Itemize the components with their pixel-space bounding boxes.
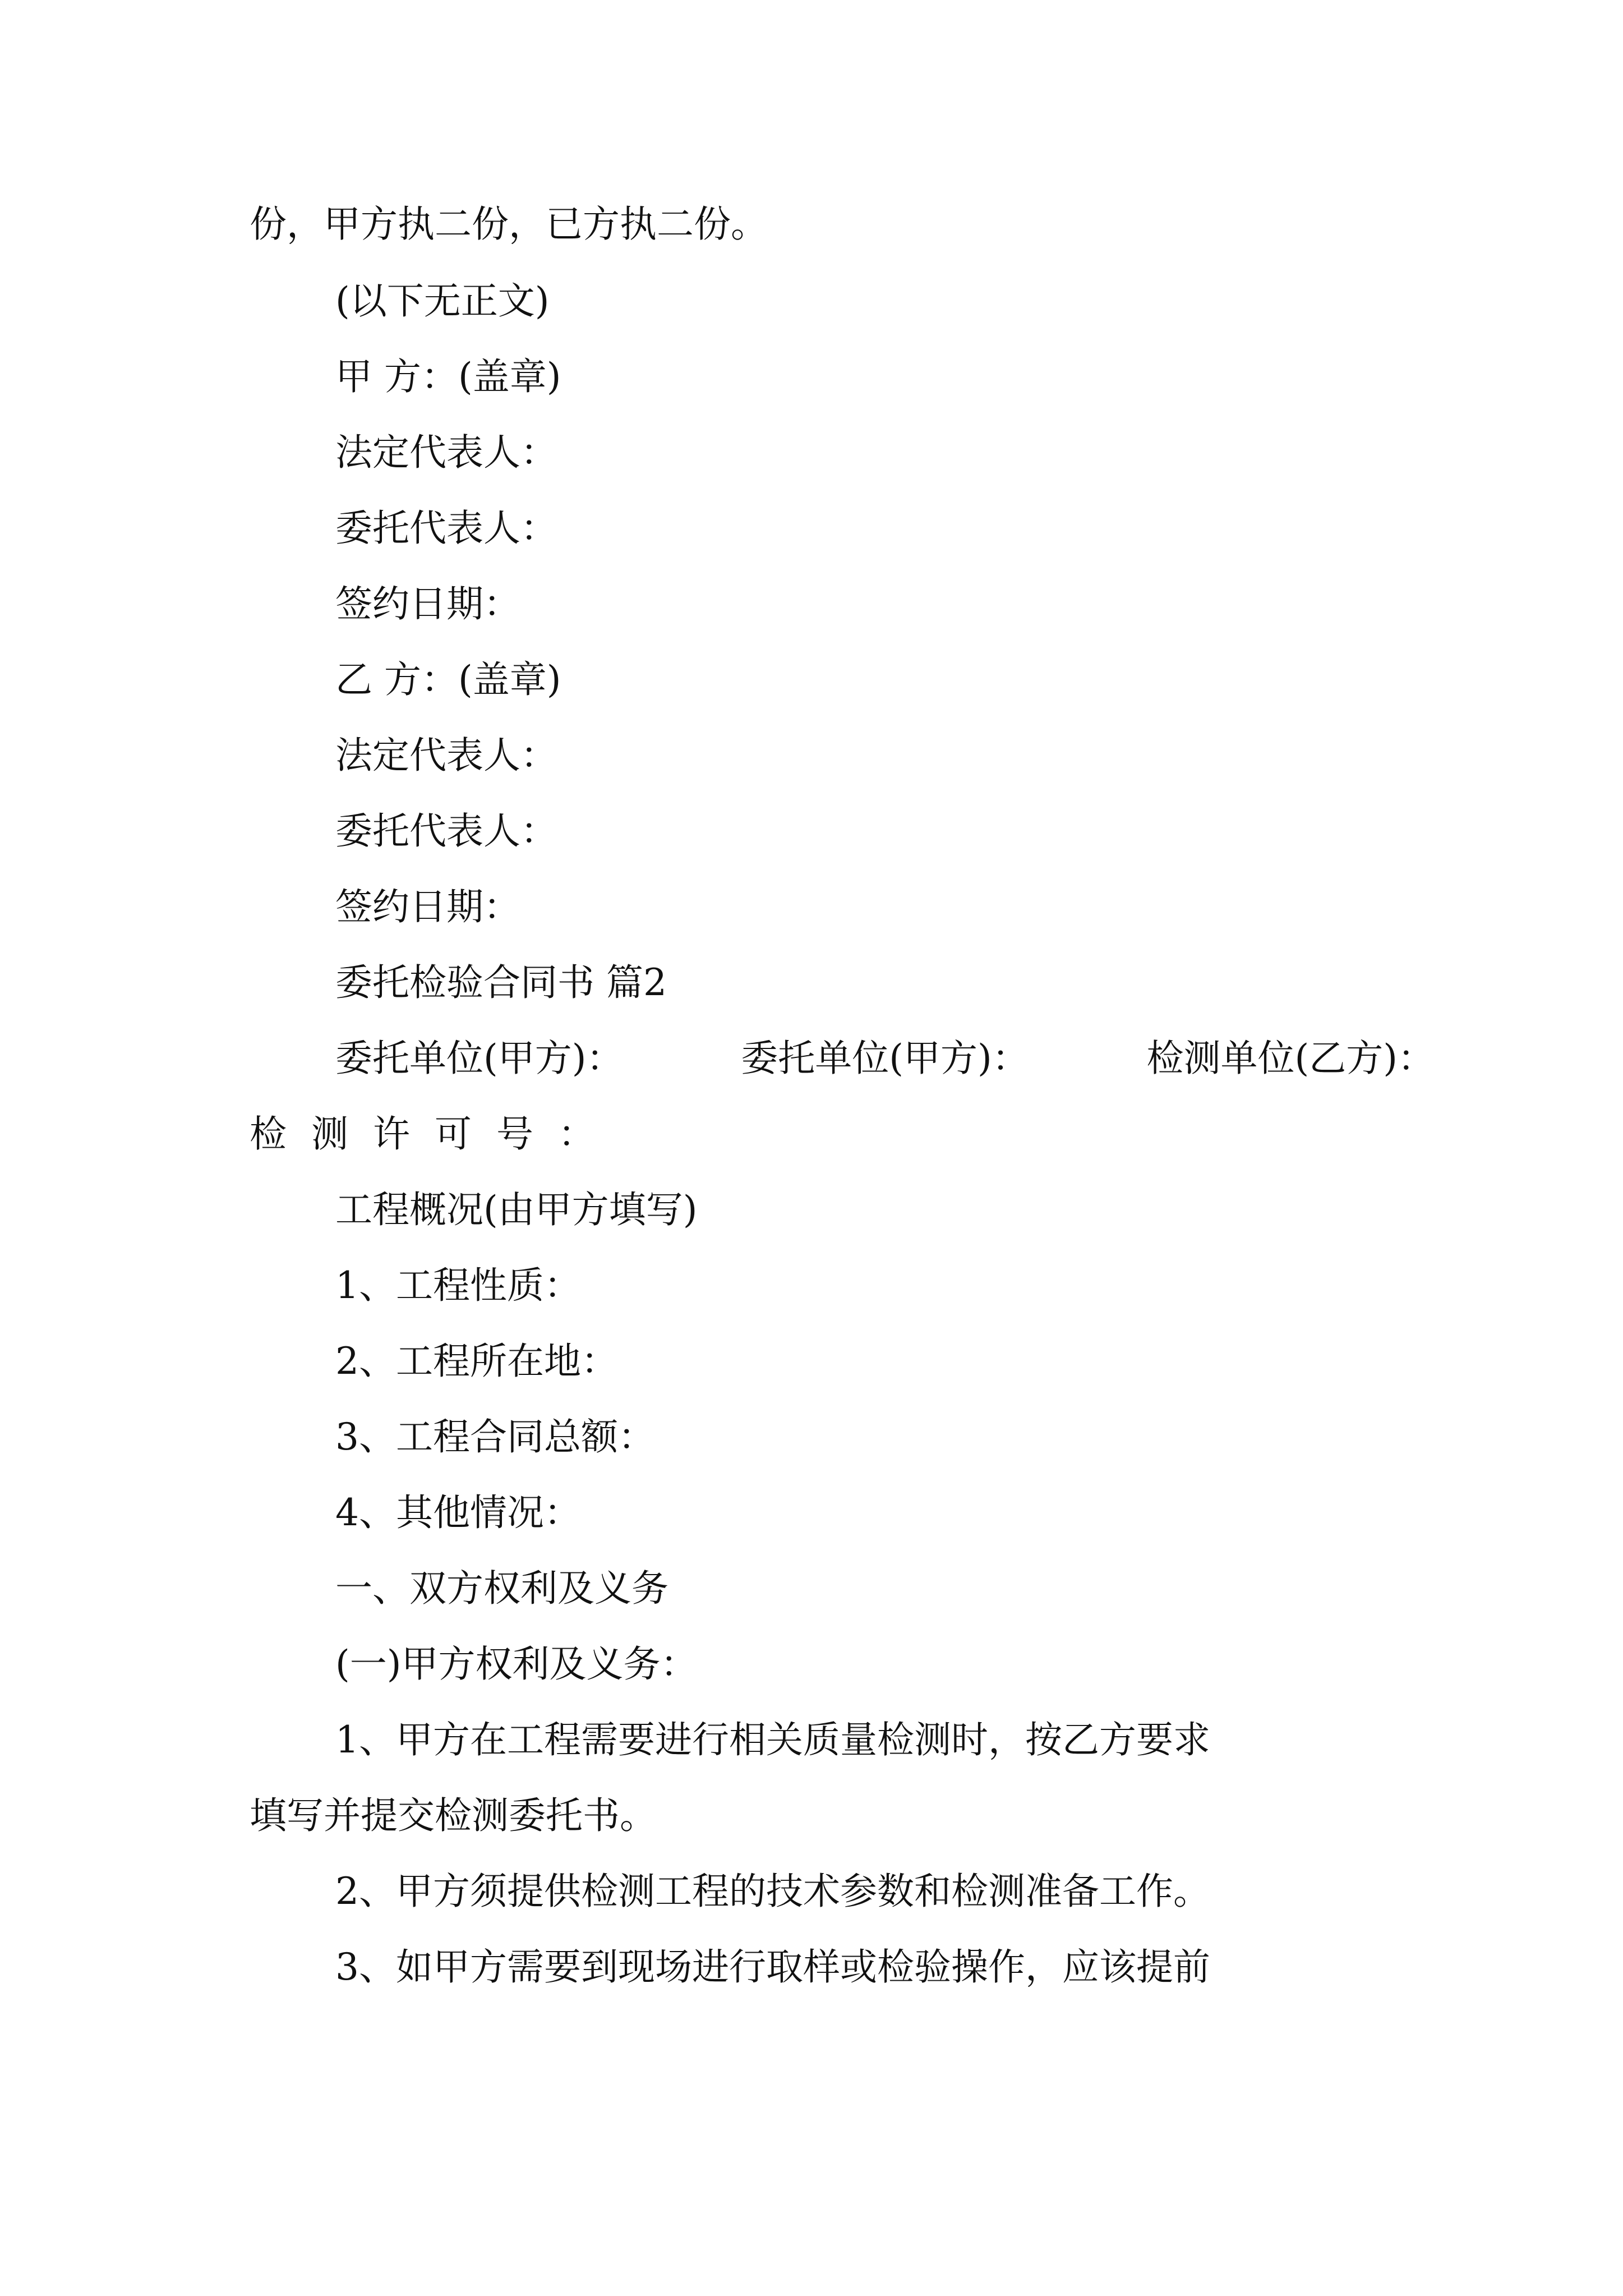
text-line: 法定代表人： — [335, 431, 557, 474]
party-b-heading: 乙 方：(盖章) — [335, 658, 561, 701]
text-segment: 委托单位(甲方)： — [741, 1037, 1029, 1080]
subsection-heading: (一)甲方权利及义务： — [335, 1642, 698, 1686]
section-title: 委托检验合同书 篇2 — [335, 961, 667, 1004]
text-line: 法定代表人： — [335, 734, 557, 777]
text-line: 3、工程合同总额： — [335, 1415, 655, 1458]
text-line: 1、工程性质： — [335, 1264, 581, 1307]
text-segment: 委托单位(甲方)： — [335, 1037, 624, 1080]
section-heading: 一、双方权利及义务 — [335, 1567, 668, 1610]
text-line: 委托代表人： — [335, 809, 557, 853]
text-line: 2、甲方须提供检测工程的技术参数和检测准备工作。 — [335, 1870, 1210, 1913]
parties-row — [335, 1036, 1435, 1081]
text-line: 检测许可号： — [250, 1112, 620, 1156]
text-line: (以下无正文) — [335, 279, 550, 323]
text-line: 签约日期： — [335, 885, 520, 928]
text-line: 填写并提交检测委托书。 — [250, 1794, 657, 1837]
text-line: 3、如甲方需要到现场进行取样或检验操作，应该提前 — [335, 1945, 1210, 1989]
text-line: 4、其他情况： — [335, 1491, 581, 1534]
text-line: 2、工程所在地： — [335, 1340, 618, 1383]
text-line: 签约日期： — [335, 582, 520, 625]
text-line: 份，甲方执二份，已方执二份。 — [250, 203, 768, 246]
party-a-heading: 甲 方：(盖章) — [335, 355, 561, 398]
text-line: 委托代表人： — [335, 507, 557, 550]
text-line: 1、甲方在工程需要进行相关质量检测时，按乙方要求 — [335, 1718, 1210, 1761]
text-segment: 检测单位(乙方)： — [1146, 1037, 1435, 1080]
text-line: 工程概况(由甲方填写) — [335, 1188, 698, 1231]
